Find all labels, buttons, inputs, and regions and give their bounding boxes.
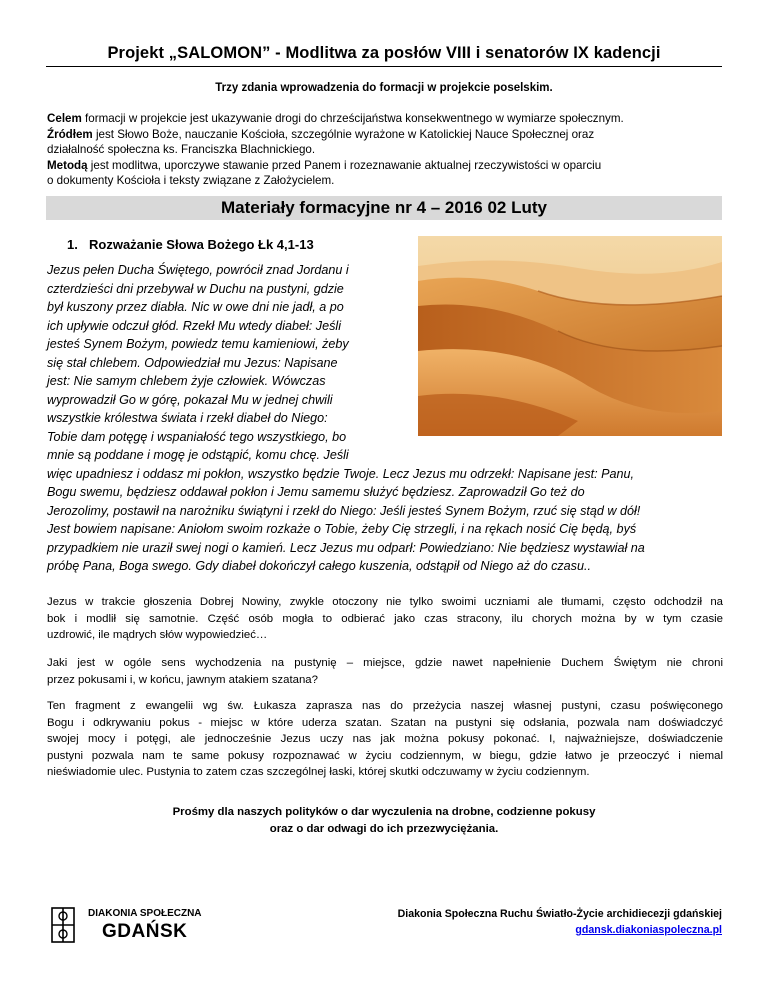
celem-text: formacji w projekcie jest ukazywanie drogi do chrześcijaństwa konsekwentnego w wymiarze społecznym.: [81, 112, 624, 125]
reading-number: 1.: [67, 237, 78, 252]
intro-line-zrodlem: [47, 127, 727, 143]
commentary-paragraph-2: [47, 655, 723, 688]
scripture-line: czterdzieści dni przebywał w Duchu na pustyni, gdzie: [47, 281, 344, 296]
page-title: Projekt „SALOMON” - Modlitwa za posłów VIII i senatorów IX kadencji: [107, 44, 661, 62]
commentary-line: pustyni pozwala nam te same pokusy rozpoznawać w życiu codziennym, w biegu, gdzie łatwo je przeoczyć i niemal: [47, 749, 723, 762]
reading-title: Rozważanie Słowa Bożego Łk 4,1-13: [89, 237, 314, 252]
commentary-line: Jaki jest w ogóle sens wychodzenia na pustynię – miejsce, gdzie nawet napełnienie Duchem Świętym nie chroni: [47, 657, 723, 669]
intro-heading: Trzy zdania wprowadzenia do formacji w projekcie poselskim.: [215, 82, 553, 94]
scripture-line: próbę Pana, Boga swego. Gdy diabeł dokończył całego kuszenia, odstąpił od Niego aż do czasu..: [47, 559, 591, 573]
commentary-paragraph-3: [47, 698, 723, 781]
intro-block: [47, 111, 727, 189]
scripture-line: był kuszony przez diabła. Nic w owe dni nie jadł, a po: [47, 300, 344, 314]
scripture-line: Jest bowiem napisane: Aniołom swoim rozkaże o Tobie, żeby Cię strzegli, i na rękach nosić Cię będą, byś: [47, 522, 637, 536]
scripture-line: przypadkiem nie uraził swej nogi o kamień. Lecz Jezus mu odparł: Powiedziano: Nie będziesz wystawiał na: [47, 540, 645, 555]
zrodlem-text: jest Słowo Boże, nauczanie Kościoła, szczególnie wyrażone w Katolickiej Nauce Społecznej oraz: [92, 127, 595, 141]
scripture-line: wszystkie królestwa świata i rzekł diabeł do Niego:: [47, 411, 328, 425]
prayer-line-1: Prośmy dla naszych polityków o dar wyczulenia na drobne, codzienne pokusy: [172, 806, 596, 818]
scripture-line: ich upływie odczuł głód. Rzekł Mu wtedy diabeł: Jeśli: [47, 318, 341, 333]
logo-city: GDAŃSK: [102, 921, 188, 942]
scripture-line: Jerozolimy, postawił na narożniku świątyni i rzekł do Niego: Jeśli jesteś Synem Bożym, rzuć się stąd w dół!: [47, 503, 641, 518]
section-title: Materiały formacyjne nr 4 – 2016 02 Luty: [46, 196, 722, 220]
commentary-line: swojej mocy i potęgi, ale jednocześnie Jezus uczy nas jak można pokusy pokonać. I, najważniejsze, doświadczenie: [47, 733, 723, 745]
scripture-line: więc upadniesz i oddasz mi pokłon, wszystko będzie Twoje. Lecz Jezus mu odrzekł: Napisane jest: Panu,: [47, 466, 635, 481]
commentary-line: Ten fragment z ewangelii wg św. Łukasza zaprasza nas do przeżycia naszej własnej pustyni, czasu poświęconego: [47, 700, 723, 712]
commentary-line: Bogu i odkrywaniu pokus - miejsc w które uderza szatan. Szatan na pustyni się odsłania, pozwala nam doświadczyć: [47, 716, 723, 729]
prayer-intention: [0, 804, 768, 838]
celem-label: Celem: [47, 112, 82, 125]
intro-line-metoda: [47, 158, 727, 174]
diakonia-logo: [50, 906, 220, 946]
zrodlem-label: Źródłem: [47, 127, 93, 141]
scripture-line: jest: Nie samym chlebem żyje człowiek. Wówczas: [47, 374, 326, 388]
logo-name: DIAKONIA SPOŁECZNA: [88, 908, 202, 919]
commentary-line: uzdrowić, ile mądrych słów wypowiedzieć…: [47, 629, 268, 641]
metoda-text: jest modlitwa, uporczywe stawanie przed Panem i rozeznawanie aktualnej rzeczywistości w oparciu: [87, 158, 602, 172]
scripture-line: mnie są poddane i mogę je odstąpić, komu chcę. Jeśli: [47, 448, 349, 462]
footer-website-link[interactable]: gdansk.diakoniaspoleczna.pl: [575, 924, 722, 936]
intro-line-celem: [47, 111, 727, 127]
scripture-line: się stał chlebem. Odpowiedział mu Jezus: Napisane: [47, 355, 338, 370]
chi-rho-emblem-icon: [50, 906, 76, 944]
reading-heading: [67, 237, 314, 252]
footer-info: [398, 906, 722, 938]
commentary-line: przez pokusami i, w końcu, jawnym atakiem szatana?: [47, 673, 318, 686]
footer-org: Diakonia Społeczna Ruchu Światło-Życie archidiecezji gdańskiej: [397, 908, 722, 920]
commentary-line: bok i modlił się samotnie. Część osób mogła to odbierać jako czas stracony, ilu chorych można by w tym czasie: [47, 612, 723, 625]
zrodlem-text-2: działalność społeczna ks. Franciszka Blachnickiego.: [47, 143, 316, 157]
prayer-line-2: oraz o dar odwagi do ich przezwyciężania.: [269, 823, 499, 835]
title-divider: [46, 66, 722, 67]
commentary-line: nieświadomie ulec. Pustynia to zatem czas szczególnej łaski, której skutki odczuwamy w życiu codziennym.: [47, 766, 590, 778]
scripture-line: Jezus pełen Ducha Świętego, powrócił znad Jordanu i: [47, 263, 349, 277]
metoda-text-2: o dokumenty Kościoła i teksty związane z Założycielem.: [47, 174, 335, 188]
scripture-line: wyprowadził Go w górę, pokazał Mu w jednej chwili: [47, 392, 333, 407]
scripture-line: jesteś Synem Bożym, powiedz temu kamieniowi, żeby: [47, 337, 349, 351]
metoda-label: Metodą: [47, 158, 88, 172]
scripture-line: Tobie dam potęgę i wspaniałość tego wszystkiego, bo: [47, 429, 347, 444]
scripture-text: [47, 261, 723, 576]
commentary-paragraph-1: [47, 594, 723, 644]
scripture-line: Bogu swemu, będziesz oddawał pokłon i Jemu samemu służyć będziesz. Zaprowadził Go też do: [47, 485, 585, 499]
commentary-line: Jezus w trakcie głoszenia Dobrej Nowiny, zwykle otoczony nie tylko swoimi uczniami ale tłumami, często odchodził na: [47, 596, 723, 608]
